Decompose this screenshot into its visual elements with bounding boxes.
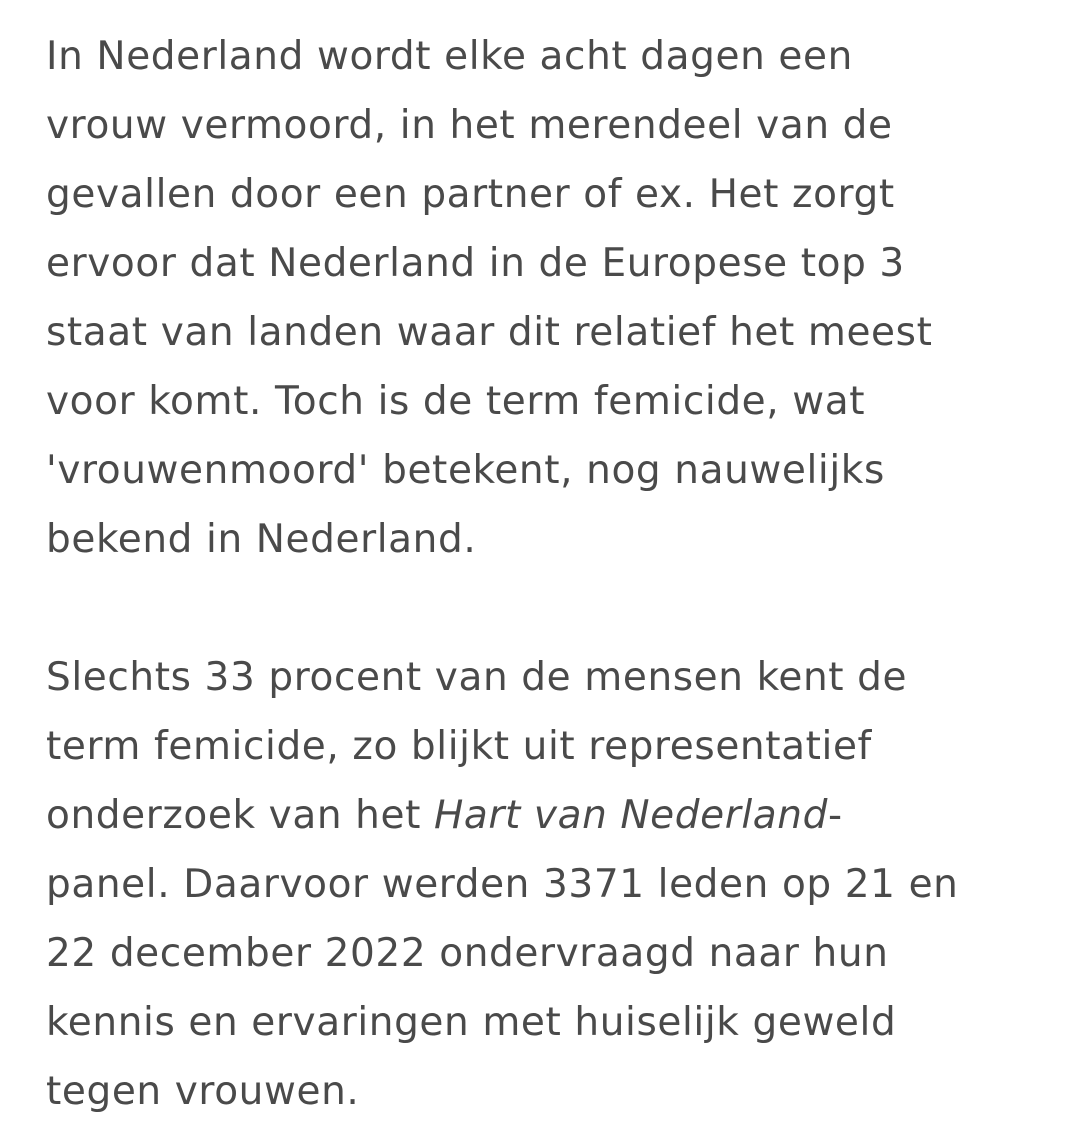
text-line: 22 december 2022 ondervraagd naar hun xyxy=(46,931,889,976)
text-segment: onderzoek van het xyxy=(46,793,434,838)
text-line: vrouw vermoord, in het merendeel van de xyxy=(46,103,893,148)
paragraph-2 xyxy=(46,643,1056,1126)
text-line: term femicide, zo blijkt uit representatief xyxy=(46,724,872,769)
text-line: 'vrouwenmoord' betekent, nog nauwelijks xyxy=(46,448,885,493)
text-line: voor komt. Toch is de term femicide, wat xyxy=(46,379,866,424)
panel-name-italic: Hart van Nederland xyxy=(433,793,828,838)
text-line: staat van landen waar dit relatief het meest xyxy=(46,310,933,355)
article-body xyxy=(46,22,1056,1126)
text-line: bekend in Nederland. xyxy=(46,517,477,562)
text-line: In Nederland wordt elke acht dagen een xyxy=(46,34,853,79)
text-line: panel. Daarvoor werden 3371 leden op 21 en xyxy=(46,862,959,907)
text-line: kennis en ervaringen met huiselijk geweld xyxy=(46,1000,897,1045)
text-line: ervoor dat Nederland in de Europese top 3 xyxy=(46,241,905,286)
text-line: tegen vrouwen. xyxy=(46,1069,360,1114)
paragraph-1 xyxy=(46,22,1056,574)
text-segment: - xyxy=(827,793,843,838)
text-line: Slechts 33 procent van de mensen kent de xyxy=(46,655,908,700)
text-line: gevallen door een partner of ex. Het zorgt xyxy=(46,172,895,217)
text-line xyxy=(46,781,1056,850)
